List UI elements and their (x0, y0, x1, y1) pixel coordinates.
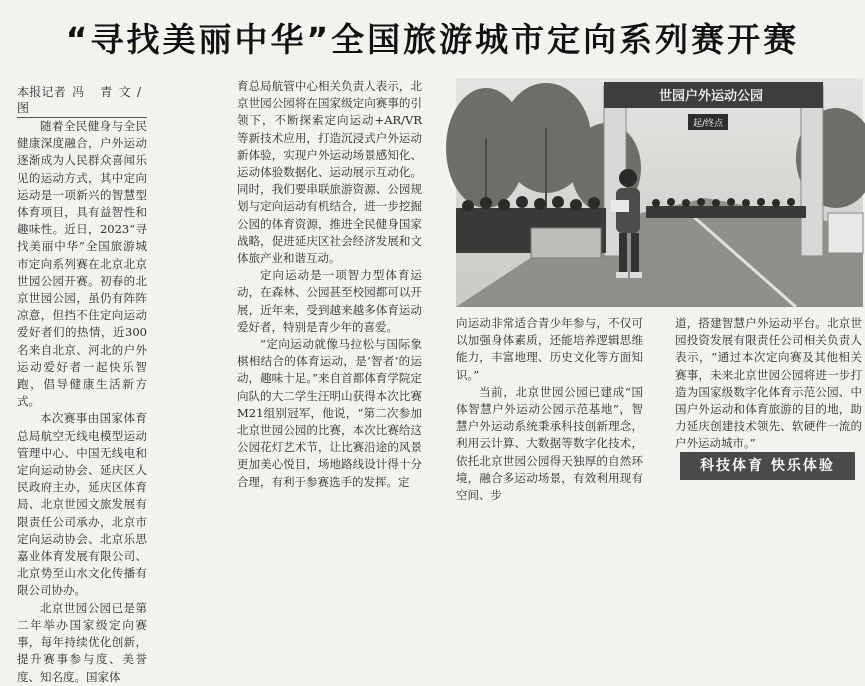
byline-reporter: 冯 青文/图 (17, 85, 147, 115)
byline (17, 84, 147, 118)
paragraph: 道，搭建智慧户外运动平台。北京世园投资发展有限责任公司相关负责人表示，“通过本次定向赛及其他相关赛事，未来北京世园公园将进一步打造为国家级数字化体育示范公园、中国户外运动和体育旅游的目的地，助力延庆创建技术领先、软硬件一流的户外运动城市。” (675, 316, 862, 451)
article-column-3 (456, 315, 643, 503)
paragraph: 定向运动是一项智力型体育运动，在森林、公园甚至校园都可以开展，近年来，受到越来越多体育运动爱好者，特别是青少年的喜爱。 (237, 268, 422, 334)
article-column-4 (675, 315, 862, 455)
paragraph: “定向运动就像马拉松与国际象棋相结合的体育运动，是‘智者’的运动，趣味十足。”来自首都体育学院定向队的大二学生汪明山获得本次比赛M21组别冠军，他说，“第二次参加北京世园公园的比赛，本次比赛给这公园花灯艺术节，让比赛沿途的风景更加美心悦目，场地路线设计得十分合理，有利于参赛选手的发挥。定 (237, 337, 422, 489)
byline-label: 本报记者 (17, 85, 67, 99)
race-photo-illustration (456, 78, 863, 307)
article-column-1 (17, 84, 147, 684)
race-photo (456, 78, 863, 307)
paragraph: 本次赛事由国家体育总局航空无线电模型运动管理中心、中国无线电和定向运动协会、延庆区人民政府主办，延庆区体育局、北京世园文旅发展有限责任公司承办，北京市定向运动协会、北京乐思嘉业体育发展有限公司、北京势至山水文化传播有限公司协办。 (17, 411, 147, 598)
paragraph: 向运动非常适合青少年参与，不仅可以加强身体素质，还能培养逻辑思维能力，丰富地理、历史文化等方面知识。” (456, 316, 643, 382)
headline: “寻找美丽中华”全国旅游城市定向系列赛开赛 (65, 20, 800, 59)
article-column-2 (237, 78, 422, 493)
paragraph: 随着全民健身与全民健康深度融合，户外运动逐渐成为人民群众喜闻乐见的运动方式，其中定向运动是一项新兴的智慧型体育项目，具有益智性和趣味性。近日，2023“寻找美丽中华”全国旅游城市定向系列赛在北京北京世园公园开赛。初春的北京世园公园，虽仍有阵阵凉意，但挡不住定向运动爱好者们的热情，近300名来自北京、河北的户外运动爱好者一起快乐智跑，倡导健康生活新方式。 (17, 119, 147, 409)
start-finish-sign: 起/终点 (692, 119, 724, 129)
paragraph: 当前，北京世园公园已建成“国体智慧户外运动公园示范基地”，智慧户外运动系统秉承科技创新理念，利用云计算、大数据等数字化技术，依托北京世园公园得天独厚的自然环境，融合多运动场景，有效利用现有空间、步 (456, 384, 643, 503)
slogan-banner: 科技体育 快乐体验 (680, 452, 855, 480)
arch-text: 世园户外运动公园 (658, 89, 764, 104)
paragraph: 北京世园公园已是第二年举办国家级定向赛事，每年持续优化创新，提升赛事参与度、美誉度、知名度。国家体 (17, 600, 147, 684)
paragraph: 育总局航管中心相关负责人表示，北京世园公园将在国家级定向赛事的引领下，不断探索定向运动+AR/VR等新技术应用，打造沉浸式户外运动新体验，实现户外运动场景感知化、运动体验数据化、运动展示互动化。同时，我们要串联旅游资源、公园规划与定向运动有机结合，进一步挖掘公园的体育资源，推进全民健身国家战略，促进延庆区社会经济发展和文体旅产业和谐互动。 (237, 79, 422, 266)
